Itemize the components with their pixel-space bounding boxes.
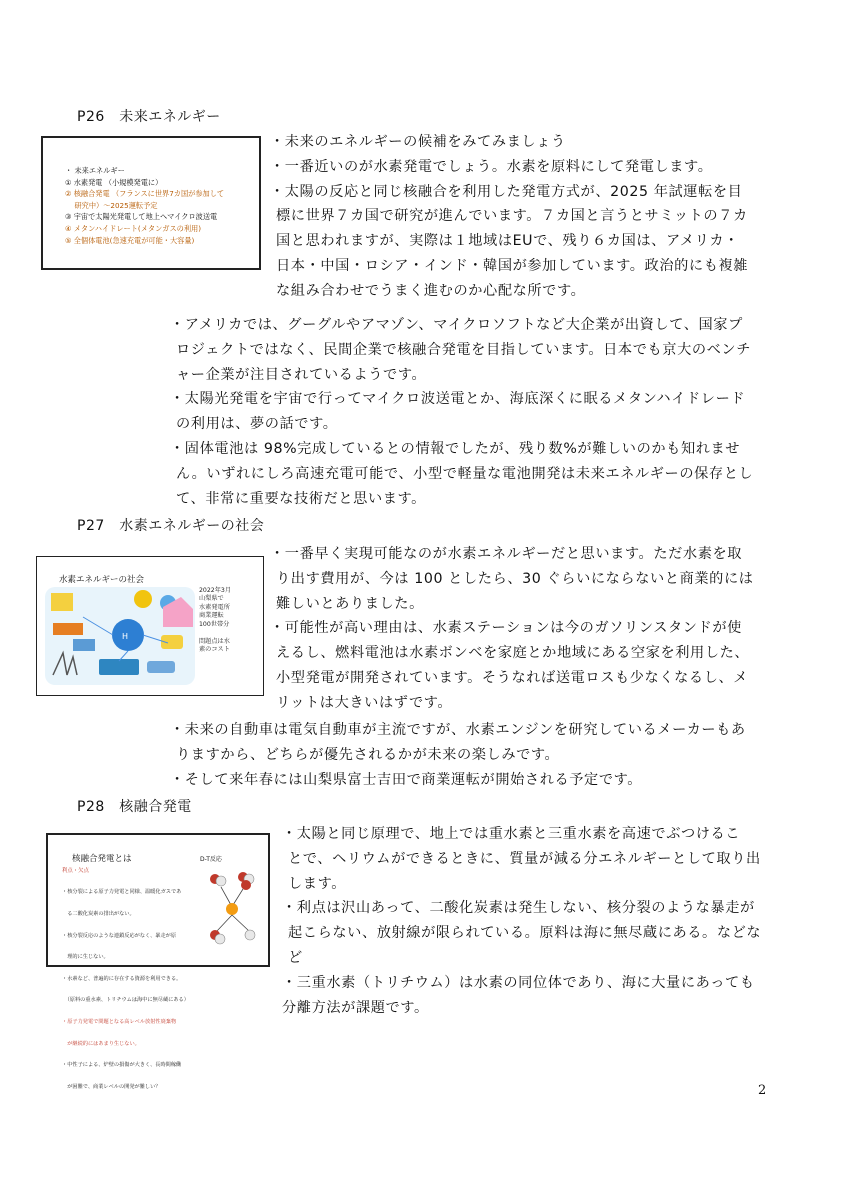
slide-item-3: ③ 宇宙で太陽光発電して地上へマイクロ波送電	[65, 212, 218, 222]
bus-icon	[99, 659, 139, 675]
text-line: ・利点は沢山あって、二酸化炭素は発生しない、核分裂のような暴走が	[282, 900, 755, 917]
section-heading-p26: P26 未来エネルギー	[77, 109, 221, 125]
text-line: ・未来の自動車は電気自動車が主流ですが、水素エンジンを研究しているメーカーもあ	[170, 722, 746, 738]
text-line: リットは大きいはずです。	[276, 694, 453, 711]
text-line: ん。いずれにしろ高速充電可能で、小型で軽量な電池開発は未来エネルギーの保存とし	[176, 465, 754, 482]
slide-line: ・中性子による、炉壁の損傷が大きく、長時間稼働	[62, 1062, 182, 1069]
slide-item-2b: 研究中）～2025運転予定	[65, 200, 158, 210]
text-line: りますから、どちらが優先されるかが未来の楽しみです。	[176, 746, 560, 763]
text-line: 日本・中国・ロシア・インド・韓国が参加しています。政治的にも複雑	[276, 257, 749, 274]
paragraph-p27-a	[270, 542, 754, 716]
text-line: ・三重水素（トリチウム）は水素の同位体であり、海に大量にあっても	[282, 974, 755, 991]
text-line: ・一番近いのが水素発電でしょう。水素を原料にして発電します。	[270, 158, 713, 175]
slide-reaction-label: D-T反応	[200, 856, 222, 863]
slide-item-2: ② 核融合発電 （フランスに世界7カ国が参加して	[65, 189, 225, 199]
paragraph-p26-a	[270, 130, 748, 304]
text-line: て、非常に重要な技術だと思います。	[176, 490, 426, 507]
slide-line: 理的に生じない。	[62, 954, 109, 961]
slide-item-5: ⑤ 全個体電池(急速充電が可能・大容量)	[65, 235, 195, 245]
slide-line: （原料の重水素、トリチウムは海中に無尽蔵にある）	[62, 997, 189, 1004]
slide-note-commercial: 2022年3月 山梨県で 水素発電所 商業運転 100世帯分	[199, 587, 232, 628]
text-line: ・そして来年春には山梨県富士吉田で商業運転が開始される予定です。	[170, 771, 643, 788]
svg-text:H: H	[122, 632, 129, 641]
slide-line: ・核分裂反応のような連鎖反応がなく、暴走が原	[62, 932, 177, 939]
text-line: 国と思われますが、実際は１地域はEUで、残り６カ国は、アメリカ・	[276, 233, 739, 250]
text-line: します。	[288, 875, 347, 892]
section-heading-p28: P28 核融合発電	[77, 799, 192, 815]
slide-title: 核融合発電とは	[72, 854, 132, 864]
text-line: 標に世界７カ国で研究が進んでいます。７カ国と言うとサミットの７カ	[276, 208, 748, 225]
slide-line: ・水素など、普遍的に存在する資源を利用できる。	[62, 975, 182, 982]
slide-line: る二酸化炭素の排出がない。	[62, 911, 135, 918]
slide-line: ・原子力発電で問題となる高レベル放射性廃棄物	[62, 1019, 177, 1026]
paragraph-p26-b	[170, 313, 753, 511]
text-line: えるし、燃料電池は水素ボンベを家庭とか地域にある空家を利用した、	[276, 645, 750, 662]
text-line: ・太陽と同じ原理で、地上では重水素と三重水素を高速でぶつけるこ	[282, 826, 741, 842]
text-line: ・未来のエネルギーの候補をみてみましょう	[270, 134, 566, 150]
section-heading-p27: P27 水素エネルギーの社会	[77, 518, 265, 534]
text-line: ャー企業が注目されているようです。	[176, 366, 427, 383]
dt-reaction-diagram	[203, 865, 263, 955]
slide-item-1: ① 水素発電 （小規模発電に）	[65, 177, 163, 187]
slide-item-4: ④ メタンハイドレート(メタンガスの利用)	[65, 223, 202, 233]
text-line: の利用は、夢の話です。	[176, 416, 338, 433]
slide-thumbnail-future-energy	[41, 136, 261, 270]
text-line: 分離方法が課題です。	[282, 999, 429, 1016]
text-line: ロジェクトではなく、民間企業で核融合発電を目指しています。日本でも京大のベンチ	[176, 341, 752, 358]
text-line: とで、ヘリウムができるときに、質量が減る分エネルギーとして取り出	[288, 850, 761, 867]
slide-subtitle: 利点・欠点	[62, 868, 89, 874]
hydrogen-society-illustration	[43, 583, 203, 693]
text-line: ・太陽の反応と同じ核融合を利用した発電方式が、2025 年試運転を目	[270, 183, 743, 200]
text-line: ・一番早く実現可能なのが水素エネルギーだと思います。ただ水素を取	[270, 546, 743, 562]
text-line: 起こらない、放射線が限られている。原料は海に無尽蔵にある。などな	[288, 925, 762, 942]
text-line: 小型発電が開発されています。そうなれば送電ロスも少なくなるし、メ	[276, 669, 749, 686]
slide-thumbnail-hydrogen-society	[36, 556, 264, 696]
slide-thumbnail-fusion	[46, 833, 270, 1090]
text-line: な組み合わせでうまく進むのか心配な所です。	[276, 282, 586, 299]
text-line: ・固体電池は 98%完成しているとの情報でしたが、残り数%が難しいのかも知れませ	[170, 440, 741, 457]
slide-line: ・核分裂による原子力発電と同様、温暖化ガスであ	[62, 889, 182, 896]
slide-line: が困難で、商業レベルの開発が難しい？	[62, 1083, 161, 1090]
slide-future-energy-list	[65, 165, 224, 246]
slide-title: 水素エネルギーの社会	[59, 575, 145, 585]
text-line: ど	[288, 949, 303, 966]
text-line: 難しいとありました。	[276, 595, 424, 612]
slide-line: が継続的にはあまり生じない。	[62, 1040, 140, 1047]
page-number: 2	[758, 1083, 767, 1098]
text-line: ・可能性が高い理由は、水素ステーションは今のガソリンスタンドが使	[270, 620, 742, 637]
text-line: り出す費用が、今は 100 としたら、30 ぐらいにならないと商業的には	[276, 570, 754, 587]
slide-note-issue: 問題点は水 素のコスト	[199, 638, 230, 654]
slide-bullets	[62, 875, 189, 1106]
text-line: ・アメリカでは、グーグルやアマゾン、マイクロソフトなど大企業が出資して、国家プ	[170, 317, 743, 333]
paragraph-p27-b	[170, 718, 746, 792]
text-line: ・太陽光発電を宇宙で行ってマイクロ波送電とか、海底深くに眠るメタンハイドレード	[170, 391, 746, 408]
slide-bullet: ・ 未来エネルギー	[65, 166, 125, 175]
paragraph-p28	[282, 822, 761, 1020]
